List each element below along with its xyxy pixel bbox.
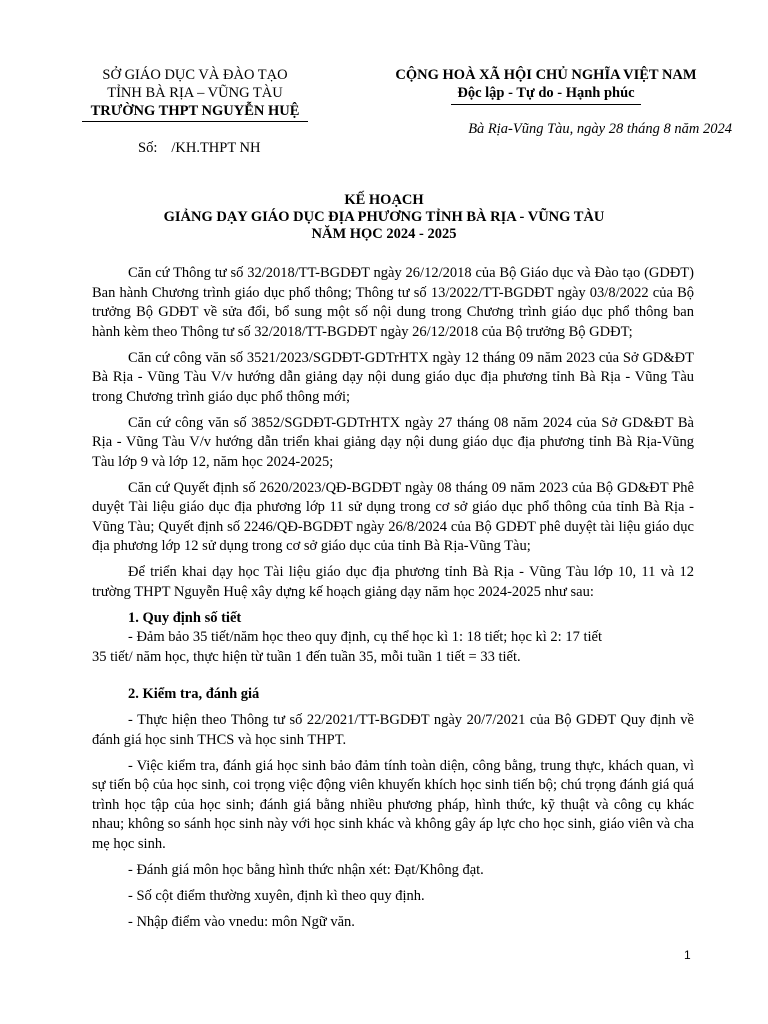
assessment-item: - Đánh giá môn học bằng hình thức nhận xét: Đạt/Không đạt. <box>128 861 484 878</box>
title-line-1: KẾ HOẠCH <box>344 192 424 208</box>
document-number-value: /KH.THPT NH <box>171 140 261 156</box>
school-underline <box>82 121 308 122</box>
document-number-label: Số: <box>138 140 158 156</box>
document-title <box>60 192 708 243</box>
department-name: SỞ GIÁO DỤC VÀ ĐÀO TẠO <box>102 67 288 83</box>
national-motto: Độc lập - Tự do - Hạnh phúc <box>457 85 635 101</box>
page-number: 1 <box>684 948 691 962</box>
assessment-item: - Nhập điểm vào vnedu: môn Ngữ văn. <box>128 913 355 930</box>
document-body <box>92 264 694 939</box>
national-header-block <box>380 66 712 105</box>
assessment-item: - Việc kiểm tra, đánh giá học sinh bảo đảm tính toàn diện, công bằng, trung thực, khách quan, vì sự tiến bộ của học sinh, coi trọng việc động viên khuyến khích học sinh tiến bộ; chú trọng đánh giá quá trình học tập của học sinh; đánh giá bằng nhiều phương pháp, hình thức, kỹ thuật và công cụ khác nhau; không so sánh học sinh này với học sinh khác và không gây áp lực cho học sinh, giáo viên và cha mẹ học sinh. <box>92 757 694 852</box>
title-line-3: NĂM HỌC 2024 - 2025 <box>311 226 457 242</box>
preamble-paragraph: Căn cứ Thông tư số 32/2018/TT-BGDĐT ngày 26/12/2018 của Bộ Giáo dục và Đào tạo (GDĐT) Ban hành Chương trình giáo dục phổ thông; Thông tư số 13/2022/TT-BGDĐT ngày 03/8/2022 của Bộ trưởng Bộ GDĐT về sửa đổi, bổ sung một số nội dung trong Chương trình giáo dục phổ thông ban hành kèm theo Thông tư số 32/2018/TT-BGDĐT ngày 26/12/2018 của Bộ trưởng Bộ GDĐT; <box>92 265 694 340</box>
country-name: CỘNG HOÀ XÃ HỘI CHỦ NGHĨA VIỆT NAM <box>395 67 697 83</box>
document-date: Bà Rịa-Vũng Tàu, ngày 28 tháng 8 năm 2024 <box>468 121 732 137</box>
preamble-paragraph: Căn cứ Quyết định số 2620/2023/QĐ-BGDĐT ngày 08 tháng 09 năm 2023 của Bộ GD&ĐT Phê duyệt Tài liệu giáo dục địa phương lớp 11 sử dụng trong cơ sở giáo dục phổ thông của tỉnh Bà Rịa - Vũng Tàu; Quyết định số 2246/QĐ-BGDĐT ngày 26/8/2024 của Bộ GDĐT phê duyệt tài liệu giáo dục địa phương lớp 12 sử dụng trong cơ sở giáo dục của tỉnh Bà Rịa-Vũng Tàu; <box>92 479 694 554</box>
title-line-2: GIẢNG DẠY GIÁO DỤC ĐỊA PHƯƠNG TỈNH BÀ RỊA - VŨNG TÀU <box>163 209 605 225</box>
assessment-item: - Số cột điểm thường xuyên, định kì theo quy định. <box>128 887 425 904</box>
preamble-paragraph: Căn cứ công văn số 3852/SGDĐT-GDTrHTX ngày 27 tháng 08 năm 2024 của Sở GD&ĐT Bà Rịa - Vũng Tàu V/v hướng dẫn triển khai giảng dạy nội dung giáo dục địa phương tỉnh Bà Rịa-Vũng Tàu lớp 9 và lớp 12, năm học 2024-2025; <box>92 414 694 470</box>
section-heading-assessment: 2. Kiểm tra, đánh giá <box>128 686 260 702</box>
school-name: TRƯỜNG THPT NGUYỄN HUỆ <box>90 103 300 119</box>
document-number <box>138 140 261 157</box>
preamble-paragraph: Để triển khai dạy học Tài liệu giáo dục địa phương tỉnh Bà Rịa - Vũng Tàu lớp 10, 11 và 12 trường THPT Nguyễn Huệ xây dựng kế hoạch giảng dạy năm học 2024-2025 như sau: <box>92 564 694 600</box>
issuing-agency-block <box>70 66 320 122</box>
section-periods-line: - Đảm bảo 35 tiết/năm học theo quy định, cụ thể học kì 1: 18 tiết; học kì 2: 17 tiết <box>128 629 602 645</box>
assessment-item: - Thực hiện theo Thông tư số 22/2021/TT-BGDĐT ngày 20/7/2021 của Bộ GDĐT Quy định về đánh giá học sinh THCS và học sinh THPT. <box>92 712 694 748</box>
preamble-paragraph: Căn cứ công văn số 3521/2023/SGDĐT-GDTrHTX ngày 12 tháng 09 năm 2023 của Sở GD&ĐT Bà Rịa - Vũng Tàu V/v hướng dẫn giảng dạy nội dung giáo dục địa phương tỉnh Bà Rịa - Vũng Tàu trong Chương trình giáo dục phổ thông mới; <box>92 349 694 405</box>
section-heading-periods: 1. Quy định số tiết <box>128 609 242 626</box>
motto-underline <box>451 104 641 105</box>
province-name: TỈNH BÀ RỊA – VŨNG TÀU <box>107 85 283 101</box>
section-periods-line: 35 tiết/ năm học, thực hiện từ tuần 1 đến tuần 35, mỗi tuần 1 tiết = 33 tiết. <box>92 648 521 665</box>
